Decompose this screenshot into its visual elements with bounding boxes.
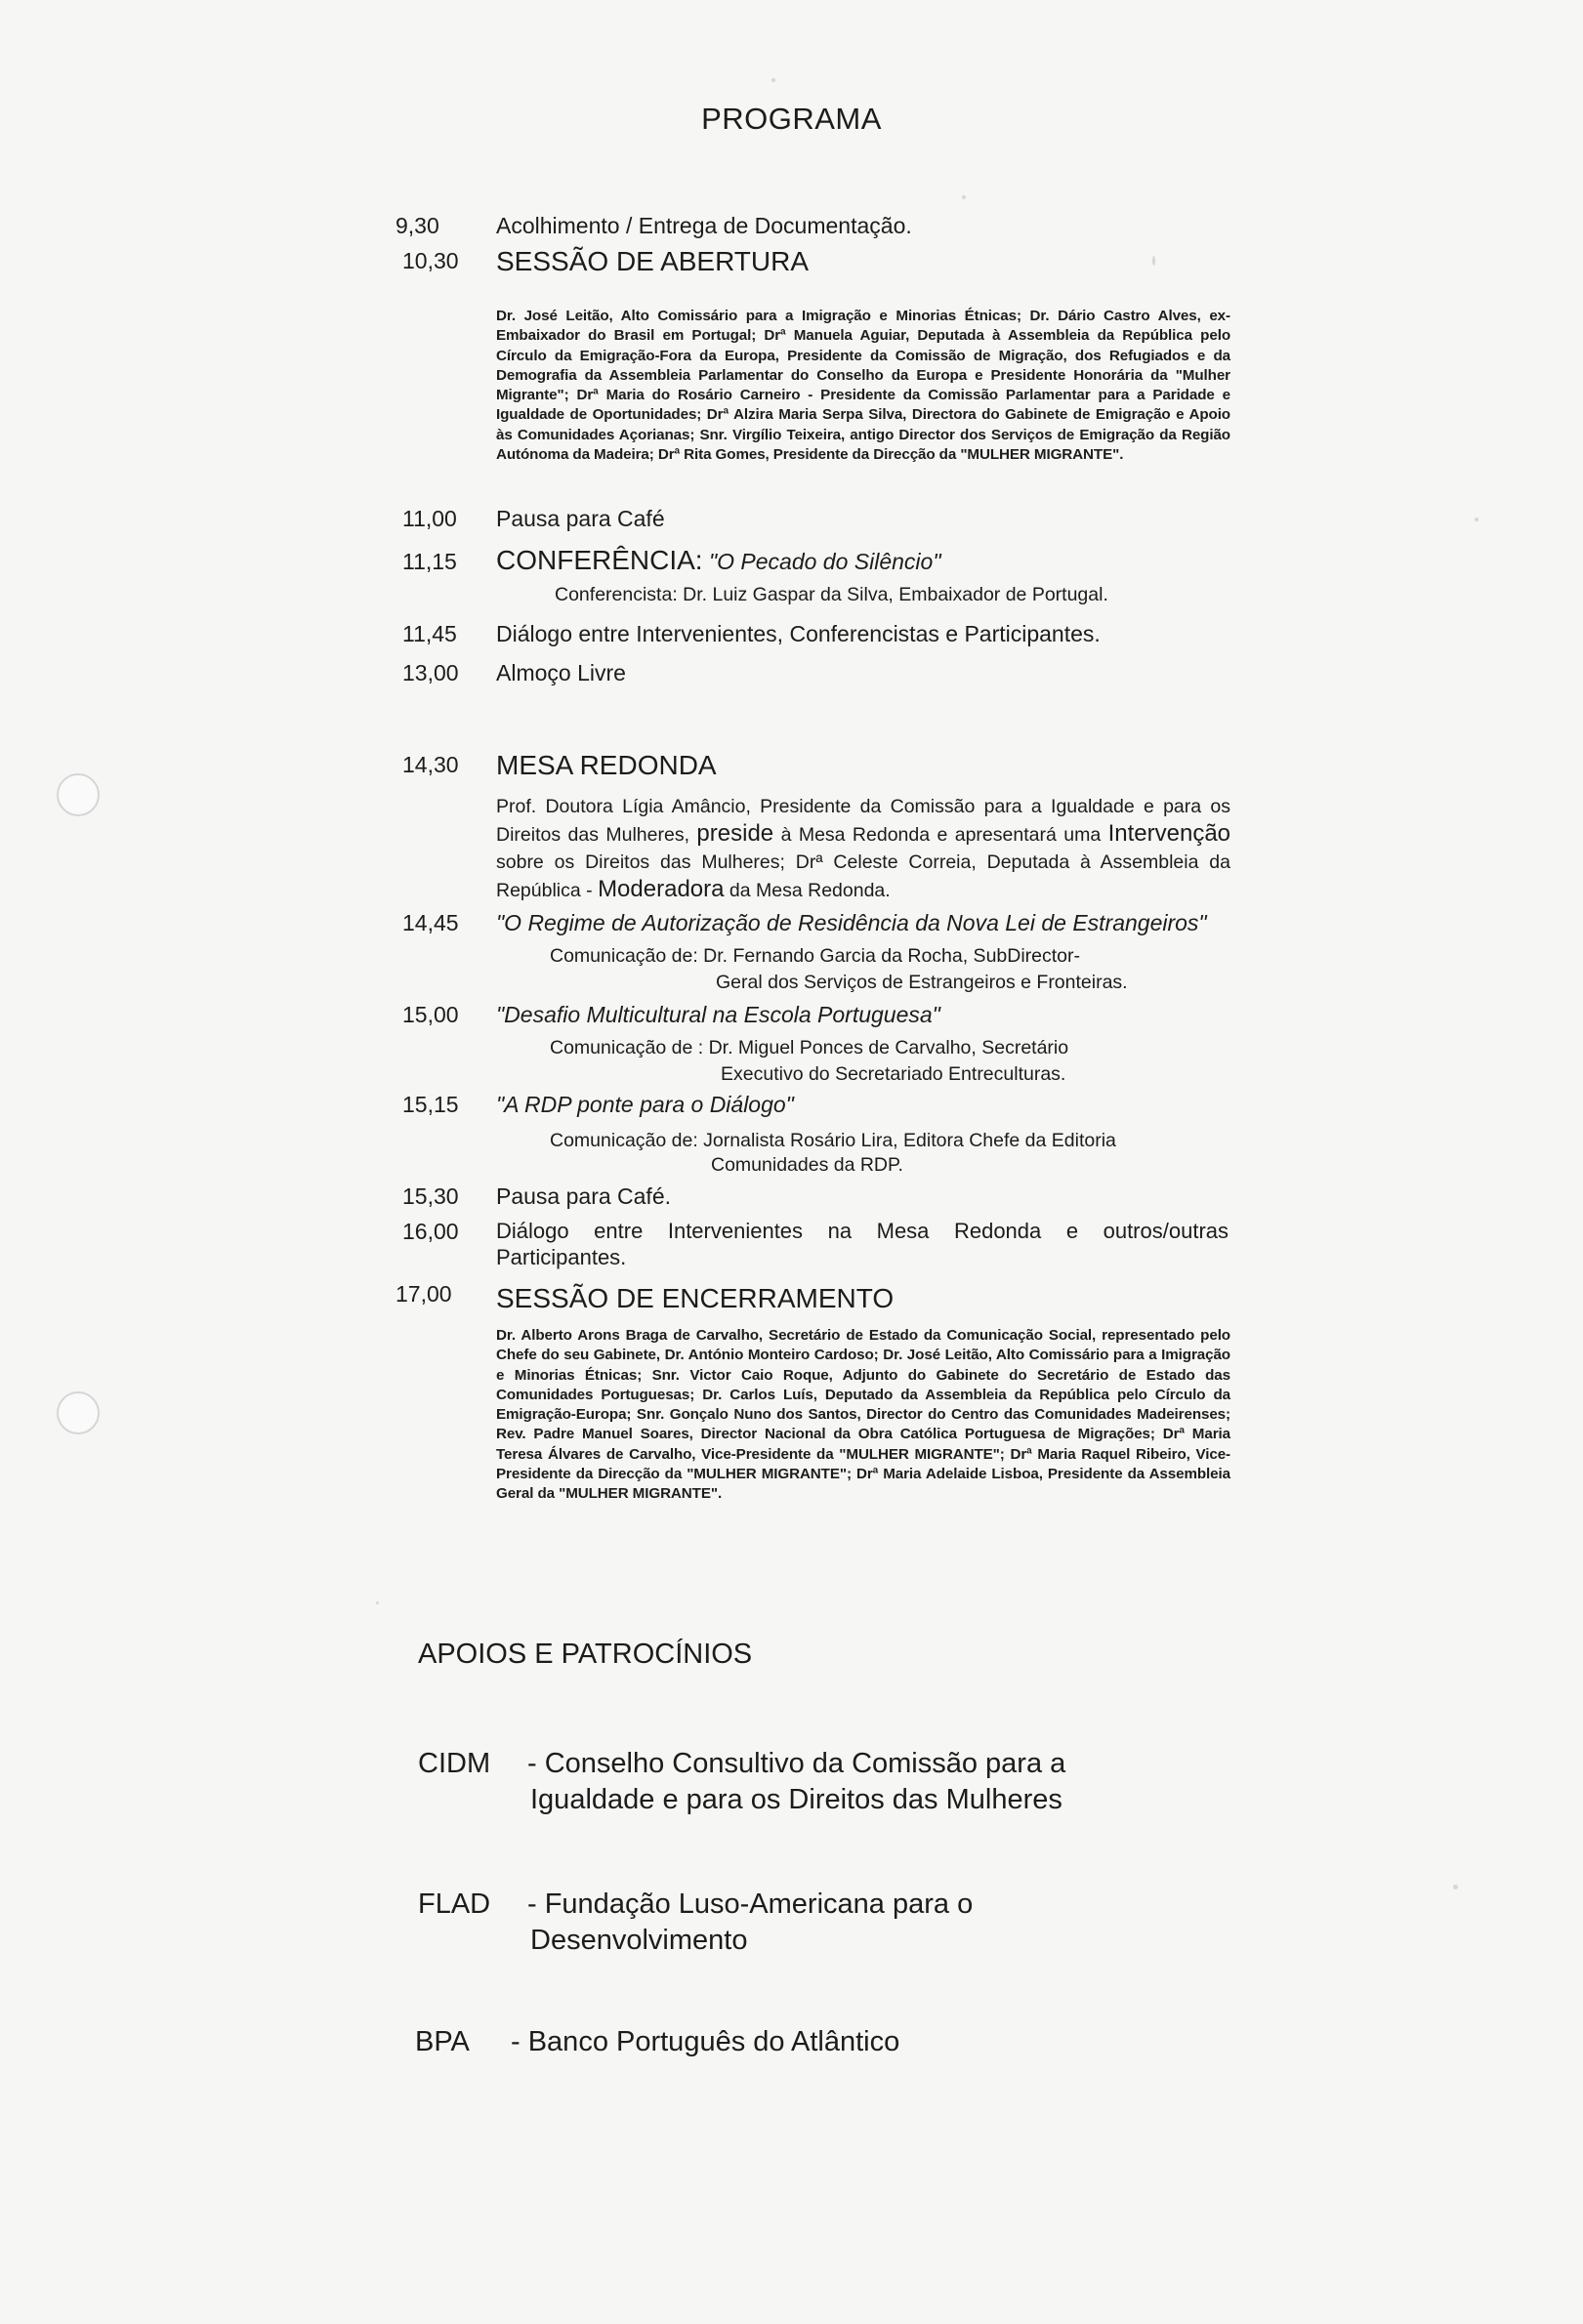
section-heading: MESA REDONDA: [496, 750, 717, 780]
paper-speck: [771, 78, 775, 82]
communication-line: Executivo do Secretariado Entreculturas.: [721, 1063, 1066, 1085]
program-item: Almoço Livre: [496, 660, 626, 685]
text-run: Moderadora: [598, 876, 725, 902]
communication-line: Comunicação de: Dr. Fernando Garcia da Rocha, SubDirector-: [550, 945, 1081, 967]
text-run: preside: [696, 820, 774, 847]
time-label: 11,00: [402, 506, 457, 531]
sponsor-abbr: CIDM: [418, 1748, 491, 1779]
program-item: Diálogo entre Intervenientes na Mesa Redonda e outros/outras: [496, 1219, 1229, 1243]
time-label: 14,45: [402, 910, 459, 935]
conference-heading: CONFERÊNCIA:: [496, 545, 703, 575]
time-label: 11,45: [402, 621, 457, 646]
sponsor-name: - Fundação Luso-Americana para o: [527, 1888, 974, 1920]
closing-participants: Dr. Alberto Arons Braga de Carvalho, Secretário de Estado da Comunicação Social, representado pelo Chefe do seu Gabinete, Dr. António Monteiro Cardoso; Dr. José Leitão, Alto Comissário para a Imigração e Minorias Étnicas; Snr. Victor Caio Roque, Adjunto do Gabinete do Secretário de Estado das Comunidades Portuguesas; Dr. Carlos Luís, Deputado da Assembleia da República pelo Círculo da Emigração-Europa; Snr. Gonçalo Nuno dos Santos, Director do Centro das Comunidades Madeirenses; Rev. Padre Manuel Soares, Director Nacional da Obra Católica Portuguesa de Migrações; Drª Maria Teresa Álvares de Carvalho, Vice-Presidente da "MULHER MIGRANTE"; Drª Maria Raquel Ribeiro, Vice-Presidente da Direcção da "MULHER MIGRANTE"; Drª Maria Adelaide Lisboa, Presidente da Assembleia Geral da "MULHER MIGRANTE".: [496, 1327, 1230, 1503]
sponsor-entry: [418, 1887, 974, 1956]
round-table-description: [496, 793, 1230, 904]
text-run: à Mesa Redonda e apresentará uma: [780, 824, 1102, 846]
time-label: 16,00: [402, 1219, 459, 1244]
sponsor-name-cont: Desenvolvimento: [530, 1925, 748, 1956]
sponsor-entry: [415, 2024, 899, 2060]
time-label: 11,15: [402, 549, 457, 574]
opening-participants: Dr. José Leitão, Alto Comissário para a Imigração e Minorias Étnicas; Dr. Dário Castro Alves, ex-Embaixador do Brasil em Portugal; Drª Manuela Aguiar, Deputada à Assembleia da República pelo Círculo da Emigração-Fora da Europa, Presidente da Comissão de Migração, dos Refugiados e da Demografia da Assembleia Parlamentar do Conselho da Europa e Presidente Honorária da "Mulher Migrante"; Drª Maria do Rosário Carneiro - Presidente da Comissão Parlamentar para a Paridade e Igualdade de Oportunidades; Drª Alzira Maria Serpa Silva, Directora do Gabinete de Emigração e Apoio às Comunidades Açorianas; Snr. Virgílio Teixeira, antigo Director dos Serviços de Emigração da Região Autónoma da Madeira; Drª Rita Gomes, Presidente da Direcção da "MULHER MIGRANTE".: [496, 308, 1230, 464]
sponsor-name: - Banco Português do Atlântico: [511, 2026, 900, 2057]
time-label: 15,15: [402, 1092, 459, 1117]
program-item: [496, 545, 941, 576]
program-item: Acolhimento / Entrega de Documentação.: [496, 213, 912, 238]
punch-hole: [57, 1391, 100, 1434]
program-item: Participantes.: [496, 1245, 627, 1269]
time-label: 15,30: [402, 1183, 459, 1209]
paper-speck: [376, 1601, 379, 1604]
paper-speck: [1453, 1885, 1458, 1889]
text-run: Prof. Doutora Lígia Amâncio, Presidente da Comissão para a Igualdade e para os Direitos das Mulheres,: [496, 796, 1230, 846]
section-heading: SESSÃO DE ENCERRAMENTO: [496, 1283, 895, 1313]
paper-speck: [962, 195, 966, 199]
page-title: PROGRAMA: [701, 102, 882, 136]
program-item: Pausa para Café.: [496, 1183, 672, 1209]
sponsor-name: - Conselho Consultivo da Comissão para a: [527, 1748, 1066, 1779]
program-item: Pausa para Café: [496, 506, 665, 531]
communication-line: Comunidades da RDP.: [711, 1154, 903, 1176]
conference-speaker: Conferencista: Dr. Luiz Gaspar da Silva, Embaixador de Portugal.: [555, 584, 1108, 605]
communication-line: Comunicação de : Dr. Miguel Ponces de Carvalho, Secretário: [550, 1037, 1069, 1058]
time-label: 14,30: [402, 752, 459, 777]
time-label: 10,30: [402, 248, 459, 273]
punch-hole: [57, 773, 100, 816]
program-item: "A RDP ponte para o Diálogo": [496, 1092, 794, 1117]
text-run: sobre os Direitos das Mulheres; Drª Celeste Correia, Deputada à Assembleia da República -: [496, 851, 1230, 901]
sponsor-abbr: FLAD: [418, 1888, 491, 1920]
paper-speck: [1475, 518, 1479, 521]
time-label: 13,00: [402, 660, 459, 685]
paper-speck: [1152, 256, 1155, 266]
text-run: da Mesa Redonda.: [729, 880, 891, 901]
sponsor-entry: [418, 1746, 1066, 1815]
sponsors-heading: APOIOS E PATROCÍNIOS: [418, 1639, 753, 1670]
text-run: Intervenção: [1107, 820, 1231, 847]
time-label: 17,00: [396, 1281, 452, 1307]
sponsor-abbr: BPA: [415, 2026, 470, 2057]
section-heading: SESSÃO DE ABERTURA: [496, 246, 810, 276]
conference-title: "O Pecado do Silêncio": [708, 549, 941, 574]
program-item: "Desafio Multicultural na Escola Portuguesa": [496, 1002, 940, 1027]
time-label: 15,00: [402, 1002, 459, 1027]
communication-line: Geral dos Serviços de Estrangeiros e Fronteiras.: [716, 972, 1128, 993]
time-label: 9,30: [396, 213, 439, 238]
sponsor-name-cont: Igualdade e para os Direitos das Mulheres: [530, 1784, 1062, 1815]
program-item: "O Regime de Autorização de Residência da Nova Lei de Estrangeiros": [496, 910, 1207, 935]
program-item: Diálogo entre Intervenientes, Conferencistas e Participantes.: [496, 621, 1101, 646]
communication-line: Comunicação de: Jornalista Rosário Lira, Editora Chefe da Editoria: [550, 1130, 1116, 1151]
